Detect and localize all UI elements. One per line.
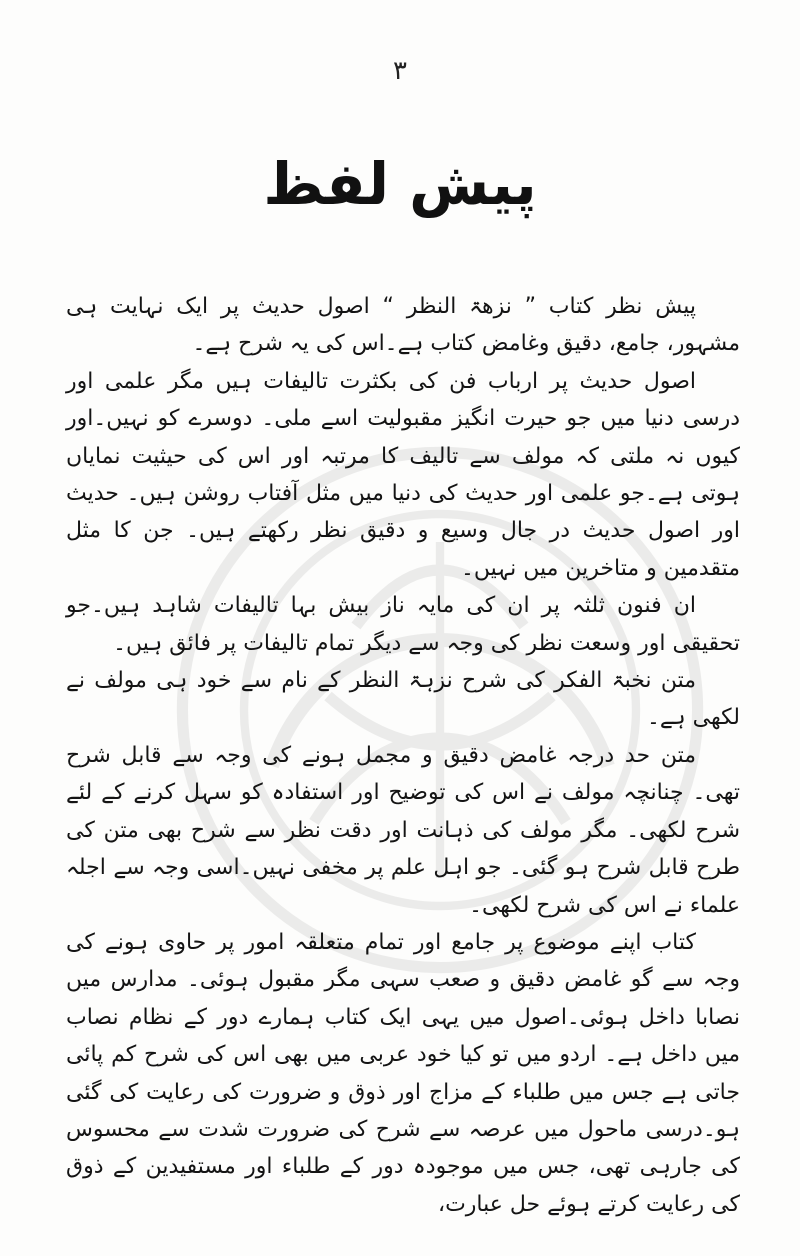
paragraph: پیش نظر کتاب ” نزھۃ النظر “ اصول حدیث پر ایک نہایت ہی مشہور، جامع، دقیق وغامض کتاب ہے۔اس کی یہ شرح ہے۔ — [66, 294, 740, 357]
paragraph: اصول حدیث پر ارباب فن کی بکثرت تالیفات ہیں مگر علمی اور درسی دنیا میں جو حیرت انگیز مقبولیت اسے ملی۔ دوسرے کو نہیں۔اور کیوں نہ ملتی کہ مولف سے تالیف کا مرتبہ اور اس کی حیثیت نمایاں ہوتی ہے۔جو علمی اور حدیث کی دنیا میں مثل آفتاب روشن ہیں۔ حدیث اور اصول حدیث در جال وسیع و دقیق نظر رکھتے ہیں۔ جن کا مثل متقدمین و متاخرین میں نہیں۔ — [66, 368, 740, 581]
paragraph: متن نخبۃ الفکر کی شرح نزہۃ النظر کے نام سے خود ہی مولف نے لکھی ہے۔ — [66, 668, 740, 731]
paragraph: کتاب اپنے موضوع پر جامع اور تمام متعلقہ امور پر حاوی ہونے کی وجہ سے گو غامض دقیق و صعب سہی مگر مقبول ہوئی۔ مدارس میں نصابا داخل ہوئی۔اصول میں یہی ایک کتاب ہمارے دور کے نظام نصاب میں داخل ہے۔ اردو میں تو کیا خود عربی میں بھی اس کی شرح کم پائی جاتی ہے جس میں طلباء کے مزاج اور ذوق و ضرورت کی رعایت کی گئی ہو۔درسی ماحول میں عرصہ سے شرح کی ضرورت شدت سے محسوس کی جارہی تھی، جس میں موجودہ دور کے طلباء اور مستفیدین کے ذوق کی رعایت کرتے ہوئے حل عبارت، — [66, 929, 740, 1217]
page-title: پیش لفظ — [263, 150, 537, 218]
paragraph: متن حد درجہ غامض دقیق و مجمل ہونے کی وجہ سے قابل شرح تھی۔ چنانچہ مولف نے اس کی توضیح اور استفادہ کو سہل کرنے کے لئے شرح لکھی۔ مگر مولف کی ذہانت اور دقت نظر سے شرح بھی متن کی طرح قابل شرح ہو گئی۔ جو اہل علم پر مخفی نہیں۔اسی وجہ سے اجلہ علماء نے اس کی شرح لکھی۔ — [66, 742, 740, 918]
paragraph: ان فنون ثلثہ پر ان کی مایہ ناز بیش بہا تالیفات شاہد ہیں۔جو تحقیقی اور وسعت نظر کی وجہ سے دیگر تمام تالیفات پر فائق ہیں۔ — [66, 593, 740, 656]
body-text — [66, 288, 740, 1223]
page-number: ۳ — [393, 56, 407, 86]
